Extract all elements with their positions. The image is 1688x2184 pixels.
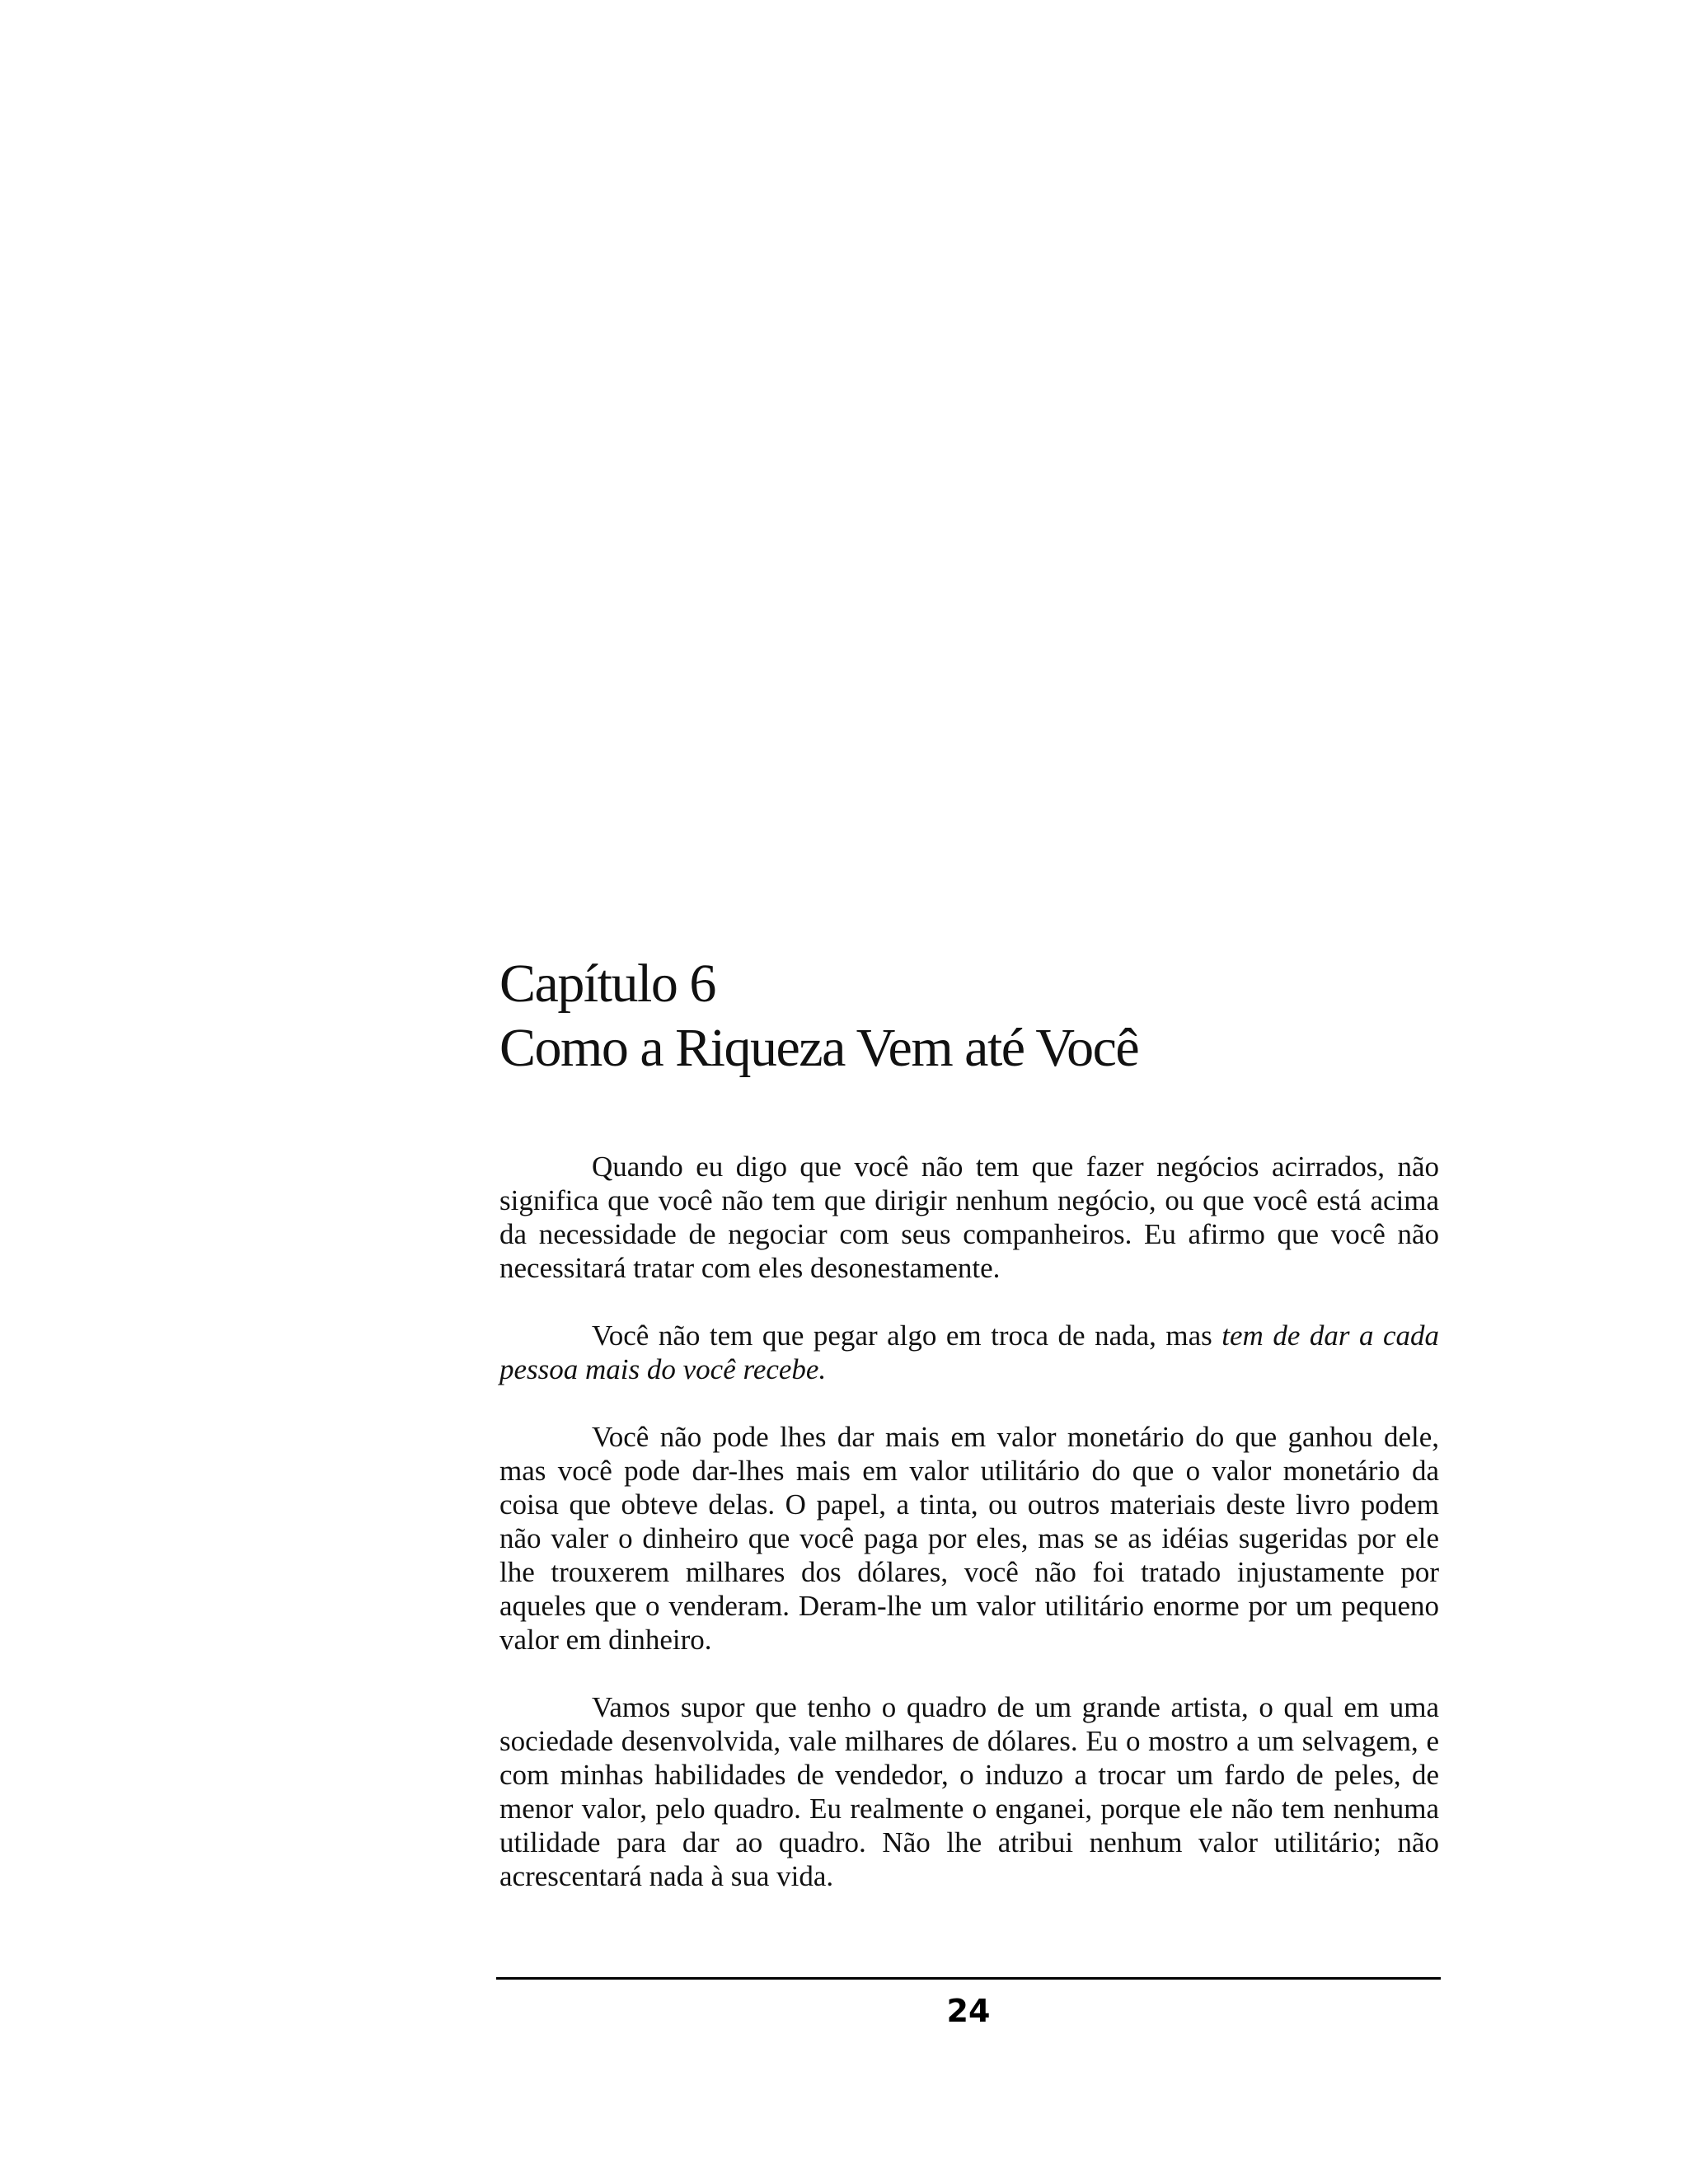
- body-text: [499, 1150, 1439, 1893]
- paragraph-4: Vamos supor que tenho o quadro de um grande artista, o qual em uma sociedade desenvolvida, vale milhares de dólares. Eu o mostro a um selvagem, e com minhas habilidades de vendedor, o induzo a trocar um fardo de peles, de menor valor, pelo quadro. Eu realmente o enganei, porque ele não tem nenhuma utilidade para dar ao quadro. Não lhe atribui nenhum valor utilitário; não acrescentará nada à sua vida.: [499, 1691, 1439, 1892]
- chapter-heading: [499, 952, 1439, 1080]
- paragraph-2-emphasis: tem de dar a cada pessoa mais do você recebe.: [499, 1319, 1439, 1385]
- chapter-number: Capítulo 6: [499, 954, 715, 1014]
- paragraph-2: [499, 1319, 1439, 1386]
- paragraph-3: Você não pode lhes dar mais em valor monetário do que ganhou dele, mas você pode dar-lhes mais em valor utilitário do que o valor monetário da coisa que obteve delas. O papel, a tinta, ou outros materiais deste livro podem não valer o dinheiro que você paga por eles, mas se as idéias sugeridas por ele lhe trouxerem milhares dos dólares, você não foi tratado injustamente por aqueles que o venderam. Deram-lhe um valor utilitário enorme por um pequeno valor em dinheiro.: [499, 1421, 1439, 1656]
- page-number: 24: [946, 1993, 991, 2029]
- footer-divider: [496, 1977, 1441, 1980]
- chapter-content: [499, 952, 1439, 1927]
- paragraph-2-text: Você não tem que pegar algo em troca de nada, mas: [592, 1319, 1222, 1352]
- chapter-title: Como a Riqueza Vem até Você: [499, 1018, 1139, 1078]
- paragraph-1: Quando eu digo que você não tem que fazer negócios acirrados, não significa que você não tem que dirigir nenhum negócio, ou que você está acima da necessidade de negociar com seus companheiros. Eu afirmo que você não necessitará tratar com eles desonestamente.: [499, 1151, 1439, 1284]
